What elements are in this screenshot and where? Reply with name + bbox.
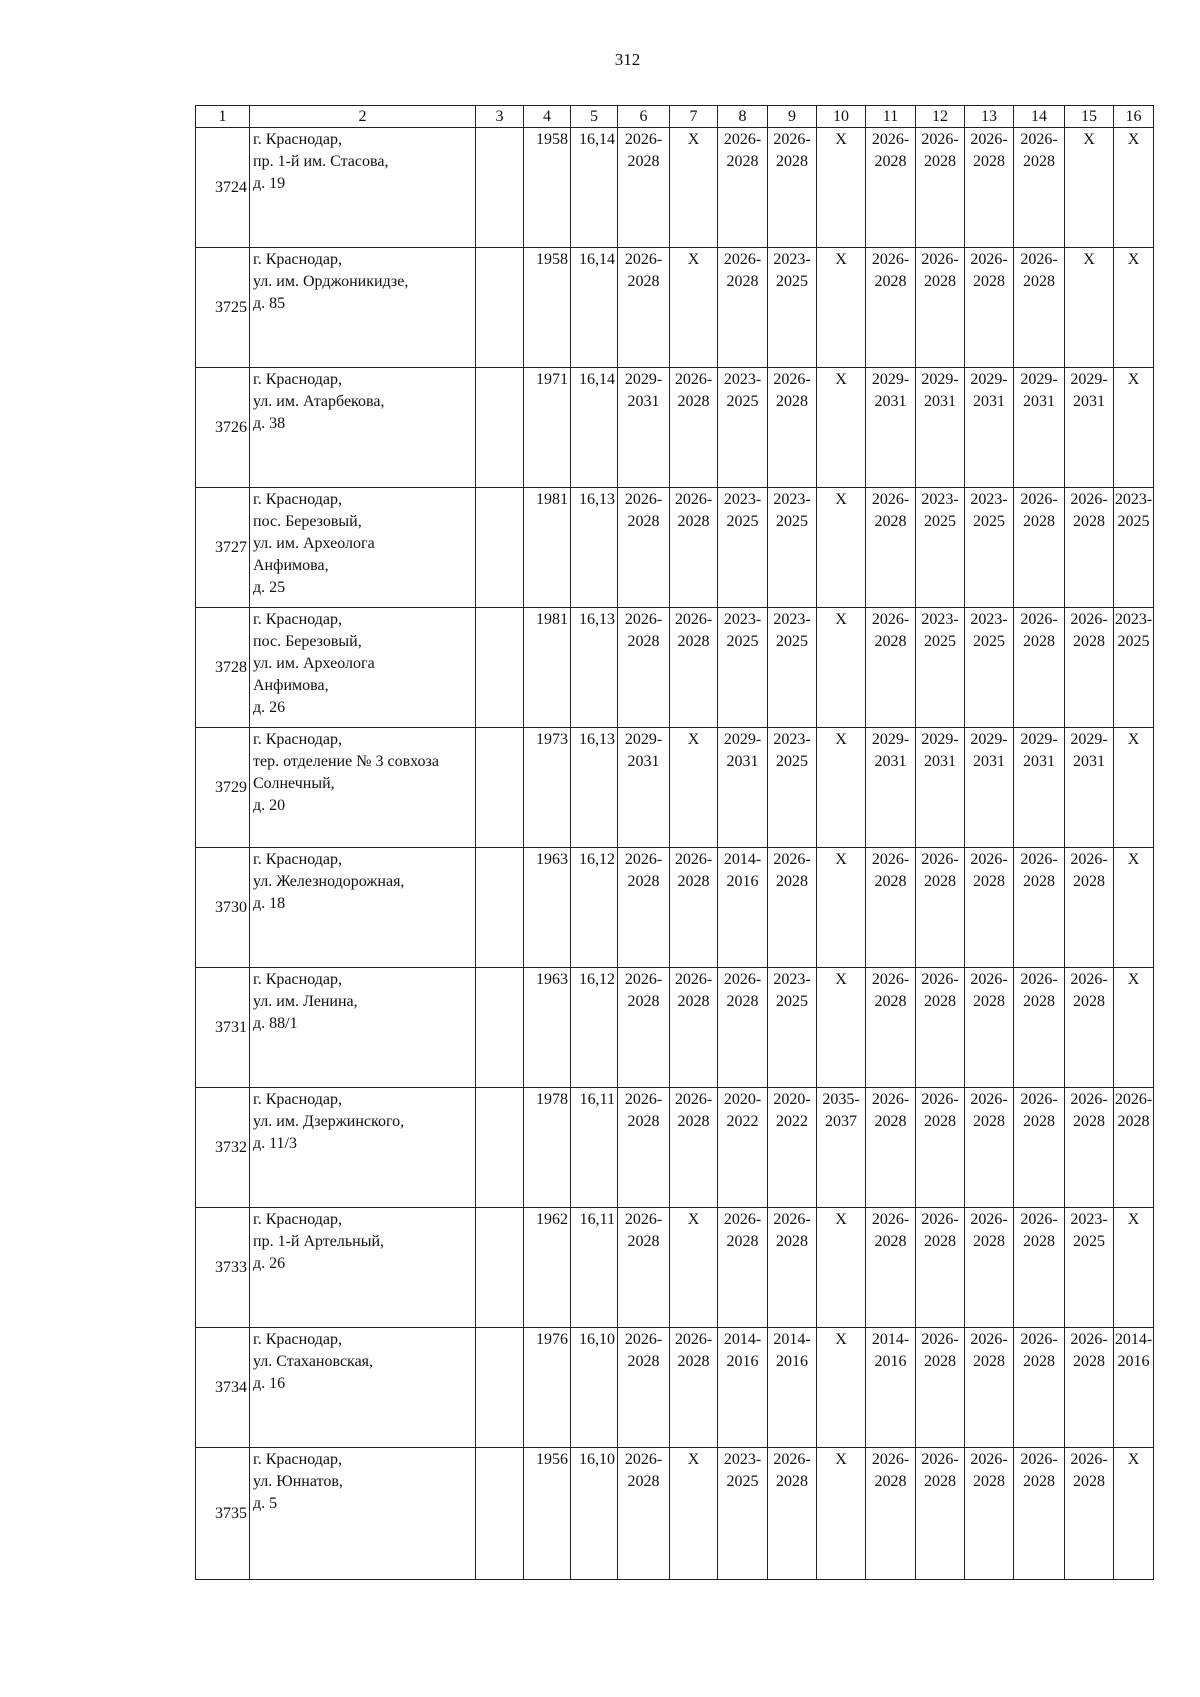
period-cell: Х [817, 1208, 866, 1328]
period-cell: 2026- 2028 [1014, 968, 1065, 1088]
period-cell: 2023- 2025 [768, 488, 817, 608]
depreciation-cell: 16,13 [571, 608, 618, 728]
year-cell: 1981 [524, 608, 571, 728]
column-header: 3 [476, 106, 524, 128]
address-cell [250, 488, 476, 608]
column-3-cell [476, 488, 524, 608]
period-cell: 2026- 2028 [1065, 848, 1114, 968]
period-cell: 2026- 2028 [965, 1208, 1014, 1328]
column-header: 7 [670, 106, 718, 128]
table-row [196, 1088, 1154, 1208]
period-cell: 2026- 2028 [965, 1448, 1014, 1580]
period-cell: 2029- 2031 [618, 728, 670, 848]
period-cell: 2029- 2031 [718, 728, 768, 848]
column-3-cell [476, 1088, 524, 1208]
period-cell: 2020- 2022 [768, 1088, 817, 1208]
address-line: д. 25 [253, 579, 286, 596]
period-cell: Х [670, 1208, 718, 1328]
period-cell: 2029- 2031 [866, 368, 916, 488]
period-cell: 2026- 2028 [618, 1088, 670, 1208]
period-cell: 2026- 2028 [1065, 1088, 1114, 1208]
period-cell: 2023- 2025 [1114, 608, 1154, 728]
period-cell: 2026- 2028 [916, 968, 965, 1088]
address-line: г. Краснодар, [253, 1091, 342, 1108]
year-cell: 1981 [524, 488, 571, 608]
address-line: г. Краснодар, [253, 131, 342, 148]
period-cell: 2026- 2028 [866, 488, 916, 608]
address-line: пос. Березовый, [253, 513, 362, 530]
column-header: 13 [965, 106, 1014, 128]
address-cell [250, 728, 476, 848]
address-line: г. Краснодар, [253, 1451, 342, 1468]
period-cell: Х [817, 848, 866, 968]
period-cell: 2026- 2028 [768, 368, 817, 488]
period-cell: 2029- 2031 [1065, 728, 1114, 848]
period-cell: 2035- 2037 [817, 1088, 866, 1208]
period-cell: 2026- 2028 [916, 248, 965, 368]
address-line: г. Краснодар, [253, 491, 342, 508]
address-line: г. Краснодар, [253, 1211, 342, 1228]
period-cell: Х [1114, 248, 1154, 368]
period-cell: 2026- 2028 [866, 1208, 916, 1328]
column-3-cell [476, 968, 524, 1088]
period-cell: 2026- 2028 [1065, 1328, 1114, 1448]
period-cell: 2029- 2031 [1065, 368, 1114, 488]
period-cell: 2026- 2028 [670, 608, 718, 728]
period-cell: 2026- 2028 [916, 1088, 965, 1208]
table-row [196, 488, 1154, 608]
period-cell: 2026- 2028 [866, 128, 916, 248]
column-3-cell [476, 368, 524, 488]
period-cell: 2023- 2025 [1114, 488, 1154, 608]
table-row [196, 1448, 1154, 1580]
column-3-cell [476, 608, 524, 728]
period-cell: 2026- 2028 [670, 848, 718, 968]
period-cell: 2026- 2028 [965, 248, 1014, 368]
period-cell: Х [817, 608, 866, 728]
row-number: 3727 [196, 488, 250, 608]
column-number-row [196, 106, 1154, 128]
period-cell: Х [1065, 248, 1114, 368]
row-number: 3728 [196, 608, 250, 728]
period-cell: 2026- 2028 [1014, 488, 1065, 608]
period-cell: Х [817, 248, 866, 368]
period-cell: 2029- 2031 [1014, 728, 1065, 848]
address-line: Анфимова, [253, 677, 329, 694]
table-row [196, 128, 1154, 248]
row-number: 3726 [196, 368, 250, 488]
period-cell: 2026- 2028 [768, 848, 817, 968]
period-cell: 2026- 2028 [618, 128, 670, 248]
depreciation-cell: 16,11 [571, 1208, 618, 1328]
depreciation-cell: 16,14 [571, 128, 618, 248]
housing-register-table [195, 105, 1154, 1580]
table-row [196, 608, 1154, 728]
row-number: 3729 [196, 728, 250, 848]
period-cell: 2026- 2028 [1014, 608, 1065, 728]
table-row [196, 248, 1154, 368]
period-cell: 2029- 2031 [866, 728, 916, 848]
period-cell: 2023- 2025 [768, 608, 817, 728]
period-cell: 2026- 2028 [965, 848, 1014, 968]
address-line: Анфимова, [253, 557, 329, 574]
table-row [196, 1328, 1154, 1448]
address-cell [250, 128, 476, 248]
period-cell: 2026- 2028 [866, 608, 916, 728]
year-cell: 1962 [524, 1208, 571, 1328]
column-3-cell [476, 1328, 524, 1448]
period-cell: 2026- 2028 [866, 248, 916, 368]
period-cell: Х [670, 728, 718, 848]
period-cell: 2026- 2028 [916, 1448, 965, 1580]
address-line: ул. им. Дзержинского, [253, 1113, 405, 1130]
period-cell: 2014- 2016 [768, 1328, 817, 1448]
address-line: д. 19 [253, 175, 286, 192]
period-cell: 2026- 2028 [618, 968, 670, 1088]
period-cell: 2014- 2016 [866, 1328, 916, 1448]
column-header: 10 [817, 106, 866, 128]
period-cell: Х [1065, 128, 1114, 248]
address-cell [250, 248, 476, 368]
period-cell: 2014- 2016 [1114, 1328, 1154, 1448]
period-cell: 2023- 2025 [965, 488, 1014, 608]
period-cell: Х [817, 1448, 866, 1580]
period-cell: 2026- 2028 [1065, 608, 1114, 728]
period-cell: 2026- 2028 [768, 128, 817, 248]
table-row [196, 1208, 1154, 1328]
column-header: 4 [524, 106, 571, 128]
period-cell: Х [670, 128, 718, 248]
period-cell: 2026- 2028 [670, 1088, 718, 1208]
period-cell: 2023- 2025 [965, 608, 1014, 728]
period-cell: 2029- 2031 [916, 368, 965, 488]
address-line: ул. Железнодорожная, [253, 873, 405, 890]
period-cell: Х [817, 968, 866, 1088]
address-cell [250, 968, 476, 1088]
period-cell: 2026- 2028 [718, 1208, 768, 1328]
period-cell: 2026- 2028 [618, 488, 670, 608]
period-cell: 2026- 2028 [866, 968, 916, 1088]
depreciation-cell: 16,12 [571, 848, 618, 968]
address-line: г. Краснодар, [253, 251, 342, 268]
row-number: 3731 [196, 968, 250, 1088]
period-cell: 2026- 2028 [1014, 1328, 1065, 1448]
period-cell: 2029- 2031 [618, 368, 670, 488]
period-cell: 2023- 2025 [768, 968, 817, 1088]
address-line: д. 18 [253, 895, 286, 912]
depreciation-cell: 16,11 [571, 1088, 618, 1208]
table-row [196, 848, 1154, 968]
year-cell: 1956 [524, 1448, 571, 1580]
period-cell: 2026- 2028 [916, 848, 965, 968]
column-3-cell [476, 1208, 524, 1328]
address-cell [250, 1328, 476, 1448]
period-cell: 2026- 2028 [1065, 488, 1114, 608]
address-cell [250, 368, 476, 488]
row-number: 3734 [196, 1328, 250, 1448]
period-cell: Х [817, 488, 866, 608]
address-line: г. Краснодар, [253, 1331, 342, 1348]
period-cell: 2023- 2025 [916, 488, 965, 608]
period-cell: Х [817, 128, 866, 248]
period-cell: 2023- 2025 [768, 248, 817, 368]
address-line: г. Краснодар, [253, 611, 342, 628]
period-cell: 2026- 2028 [916, 128, 965, 248]
address-line: тер. отделение № 3 совхоза [253, 753, 439, 770]
period-cell: 2026- 2028 [1014, 1088, 1065, 1208]
period-cell: 2026- 2028 [866, 1088, 916, 1208]
row-number: 3735 [196, 1448, 250, 1580]
depreciation-cell: 16,13 [571, 728, 618, 848]
address-cell [250, 1208, 476, 1328]
period-cell: 2023- 2025 [1065, 1208, 1114, 1328]
period-cell: 2026- 2028 [768, 1448, 817, 1580]
address-line: д. 16 [253, 1375, 286, 1392]
column-header: 1 [196, 106, 250, 128]
address-line: ул. Стахановская, [253, 1353, 374, 1370]
period-cell: Х [1114, 1448, 1154, 1580]
period-cell: 2026- 2028 [670, 368, 718, 488]
year-cell: 1973 [524, 728, 571, 848]
period-cell: 2026- 2028 [618, 1448, 670, 1580]
period-cell: 2029- 2031 [916, 728, 965, 848]
address-line: д. 26 [253, 699, 286, 716]
address-line: ул. Юннатов, [253, 1473, 343, 1490]
address-line: ул. им. Ленина, [253, 993, 358, 1010]
address-line: ул. им. Археолога [253, 535, 375, 552]
column-header: 15 [1065, 106, 1114, 128]
period-cell: Х [670, 248, 718, 368]
address-line: д. 11/3 [253, 1135, 297, 1152]
address-line: ул. им. Археолога [253, 655, 375, 672]
period-cell: Х [817, 1328, 866, 1448]
period-cell: 2026- 2028 [1114, 1088, 1154, 1208]
row-number: 3732 [196, 1088, 250, 1208]
address-cell [250, 608, 476, 728]
period-cell: 2026- 2028 [965, 128, 1014, 248]
address-line: пр. 1-й Артельный, [253, 1233, 385, 1250]
column-header: 2 [250, 106, 476, 128]
period-cell: 2026- 2028 [866, 1448, 916, 1580]
address-line: д. 20 [253, 797, 286, 814]
period-cell: 2023- 2025 [916, 608, 965, 728]
period-cell: 2023- 2025 [718, 608, 768, 728]
period-cell: 2023- 2025 [718, 368, 768, 488]
year-cell: 1963 [524, 848, 571, 968]
row-number: 3730 [196, 848, 250, 968]
address-line: г. Краснодар, [253, 731, 342, 748]
period-cell: 2020- 2022 [718, 1088, 768, 1208]
address-line: д. 88/1 [253, 1015, 298, 1032]
row-number: 3724 [196, 128, 250, 248]
address-cell [250, 1088, 476, 1208]
year-cell: 1976 [524, 1328, 571, 1448]
period-cell: 2026- 2028 [965, 968, 1014, 1088]
column-header: 9 [768, 106, 817, 128]
period-cell: 2026- 2028 [618, 248, 670, 368]
address-line: ул. им. Орджоникидзе, [253, 273, 409, 290]
year-cell: 1971 [524, 368, 571, 488]
period-cell: 2026- 2028 [618, 608, 670, 728]
period-cell: 2029- 2031 [965, 728, 1014, 848]
period-cell: Х [1114, 128, 1154, 248]
depreciation-cell: 16,13 [571, 488, 618, 608]
period-cell: 2026- 2028 [965, 1328, 1014, 1448]
period-cell: Х [1114, 728, 1154, 848]
address-line: д. 5 [253, 1495, 278, 1512]
period-cell: 2023- 2025 [768, 728, 817, 848]
address-line: пос. Березовый, [253, 633, 362, 650]
depreciation-cell: 16,14 [571, 248, 618, 368]
period-cell: 2026- 2028 [1014, 248, 1065, 368]
address-cell [250, 1448, 476, 1580]
period-cell: 2023- 2025 [718, 488, 768, 608]
period-cell: 2026- 2028 [618, 1328, 670, 1448]
period-cell: 2026- 2028 [965, 1088, 1014, 1208]
column-header: 16 [1114, 106, 1154, 128]
period-cell: 2026- 2028 [718, 128, 768, 248]
address-line: д. 85 [253, 295, 286, 312]
period-cell: Х [817, 368, 866, 488]
period-cell: 2029- 2031 [965, 368, 1014, 488]
period-cell: 2023- 2025 [718, 1448, 768, 1580]
year-cell: 1958 [524, 128, 571, 248]
period-cell: 2026- 2028 [1014, 128, 1065, 248]
period-cell: Х [1114, 1208, 1154, 1328]
table-row [196, 368, 1154, 488]
address-line: Солнечный, [253, 775, 335, 792]
column-header: 11 [866, 106, 916, 128]
column-3-cell [476, 1448, 524, 1580]
row-number: 3725 [196, 248, 250, 368]
period-cell: 2026- 2028 [718, 248, 768, 368]
period-cell: 2026- 2028 [1065, 1448, 1114, 1580]
period-cell: 2026- 2028 [1014, 1448, 1065, 1580]
year-cell: 1978 [524, 1088, 571, 1208]
address-line: д. 26 [253, 1255, 286, 1272]
period-cell: Х [1114, 968, 1154, 1088]
page-number: 312 [614, 50, 641, 69]
row-number: 3733 [196, 1208, 250, 1328]
year-cell: 1963 [524, 968, 571, 1088]
period-cell: 2026- 2028 [618, 1208, 670, 1328]
column-header: 8 [718, 106, 768, 128]
depreciation-cell: 16,10 [571, 1448, 618, 1580]
period-cell: 2026- 2028 [670, 1328, 718, 1448]
table-body [196, 128, 1154, 1580]
period-cell: 2014- 2016 [718, 1328, 768, 1448]
period-cell: 2026- 2028 [718, 968, 768, 1088]
period-cell: 2026- 2028 [768, 1208, 817, 1328]
table-row [196, 728, 1154, 848]
address-line: ул. им. Атарбекова, [253, 393, 385, 410]
depreciation-cell: 16,12 [571, 968, 618, 1088]
address-line: г. Краснодар, [253, 851, 342, 868]
column-header: 6 [618, 106, 670, 128]
period-cell: 2029- 2031 [1014, 368, 1065, 488]
year-cell: 1958 [524, 248, 571, 368]
column-3-cell [476, 848, 524, 968]
column-header: 5 [571, 106, 618, 128]
column-3-cell [476, 728, 524, 848]
column-3-cell [476, 248, 524, 368]
period-cell: 2026- 2028 [1014, 1208, 1065, 1328]
column-header: 12 [916, 106, 965, 128]
column-3-cell [476, 128, 524, 248]
period-cell: 2014- 2016 [718, 848, 768, 968]
period-cell: 2026- 2028 [1065, 968, 1114, 1088]
period-cell: 2026- 2028 [916, 1328, 965, 1448]
table-row [196, 968, 1154, 1088]
period-cell: Х [1114, 848, 1154, 968]
address-cell [250, 848, 476, 968]
period-cell: Х [817, 728, 866, 848]
period-cell: 2026- 2028 [866, 848, 916, 968]
period-cell: 2026- 2028 [916, 1208, 965, 1328]
address-line: г. Краснодар, [253, 971, 342, 988]
period-cell: 2026- 2028 [670, 488, 718, 608]
address-line: пр. 1-й им. Стасова, [253, 153, 389, 170]
address-line: г. Краснодар, [253, 371, 342, 388]
column-header: 14 [1014, 106, 1065, 128]
period-cell: 2026- 2028 [670, 968, 718, 1088]
depreciation-cell: 16,10 [571, 1328, 618, 1448]
depreciation-cell: 16,14 [571, 368, 618, 488]
period-cell: Х [1114, 368, 1154, 488]
period-cell: 2026- 2028 [1014, 848, 1065, 968]
period-cell: 2026- 2028 [618, 848, 670, 968]
period-cell: Х [670, 1448, 718, 1580]
address-line: д. 38 [253, 415, 286, 432]
